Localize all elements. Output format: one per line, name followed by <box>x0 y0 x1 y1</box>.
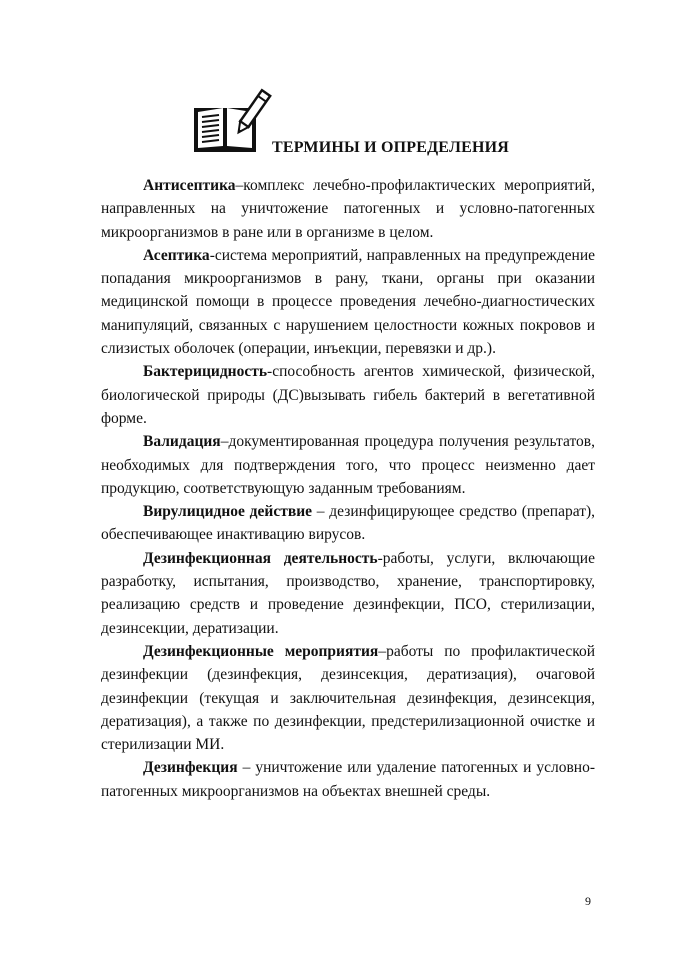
definition-entry <box>101 547 595 640</box>
definition-text: дезинфицирующее средство (препарат), обеспечивающее инактивацию вирусов. <box>101 503 596 544</box>
definition-entry <box>101 756 595 803</box>
term-separator: – <box>220 433 229 451</box>
definition-text: работы по профилактической дезинфекции (дезинфекция, дезинсекция, дератизация), очаговой дезинфекции (текущая и заключительная дезинфекция, дезинсекция, дератизация), а также по дезинфекции, предстерилизационной очистке и стерилизации МИ. <box>101 642 595 754</box>
term-separator: – <box>378 642 387 660</box>
definition-entry <box>101 640 595 756</box>
definitions-list <box>101 174 595 803</box>
definition-text: способность агентов химической, физической, биологической природы (ДС)вызывать гибель бактерий в вегетативной форме. <box>101 363 595 427</box>
term-separator: – <box>312 503 330 521</box>
page-number: 9 <box>585 894 591 908</box>
definition-entry <box>101 430 595 500</box>
term-separator: - <box>377 549 383 567</box>
term: Валидация <box>143 433 221 451</box>
term: Дезинфекционные мероприятия <box>143 642 379 660</box>
definition-entry <box>101 244 595 360</box>
definition-entry <box>101 500 595 547</box>
term: Асептика <box>143 246 210 264</box>
definition-text: комплекс лечебно-профилактических мероприятий, направленных на уничтожение патогенных и условно-патогенных микроорганизмов в ране или в организме в целом. <box>101 177 595 241</box>
definition-entry <box>101 174 595 244</box>
term-separator: – <box>237 759 256 777</box>
term: Вирулицидное действие <box>143 503 313 521</box>
term-separator: – <box>235 177 244 194</box>
term: Дезинфекционная деятельность <box>143 549 378 567</box>
book-pencil-icon <box>192 86 272 156</box>
term: Антисептика <box>143 177 236 194</box>
section-heading <box>192 86 612 158</box>
definition-text: уничтожение или удаление патогенных и условно-патогенных микроорганизмов на объектах внешней среды. <box>101 759 595 800</box>
definition-text: документированная процедура получения результатов, необходимых для подтверждения того, что процесс неизменно дает продукцию, соответствующую заданным требованиям. <box>101 433 595 497</box>
term-separator: - <box>209 246 215 264</box>
term: Дезинфекция <box>143 759 238 777</box>
definition-text: система мероприятий, направленных на предупреждение попадания микроорганизмов в рану, ткани, органы при оказании медицинской помощи в процессе проведения лечебно-диагностических манипуляций, связанных с нарушением целостности кожных покровов и слизистых оболочек (операции, инъекции, перевязки и др.). <box>101 246 595 358</box>
definition-text: работы, услуги, включающие разработку, испытания, производство, хранение, транспортировку, реализацию средств и проведение дезинфекции, ПСО, стерилизации, дезинсекции, дератизации. <box>101 549 595 637</box>
page-title: ТЕРМИНЫ И ОПРЕДЕЛЕНИЯ <box>272 139 510 156</box>
definition-entry <box>101 360 595 430</box>
term: Бактерицидность <box>143 363 268 381</box>
term-separator: - <box>267 363 273 381</box>
